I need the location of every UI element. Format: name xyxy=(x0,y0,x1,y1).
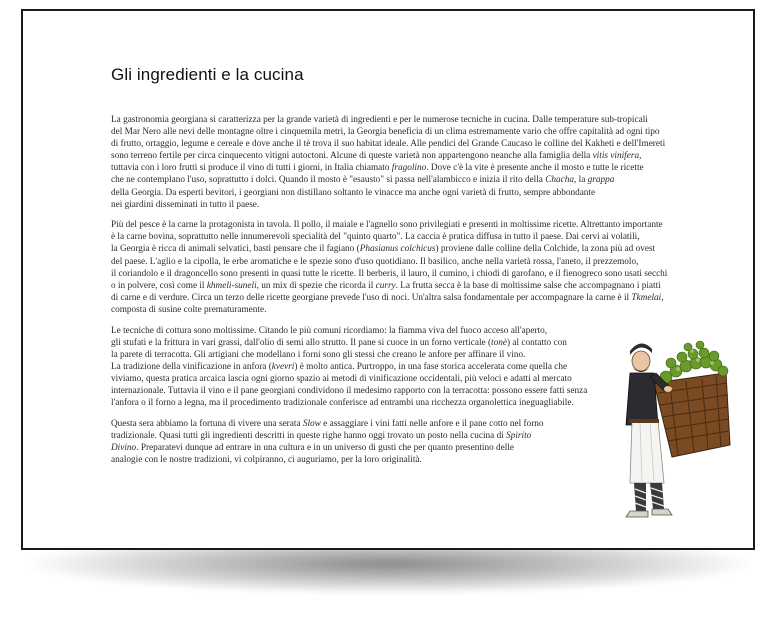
text-run: del Mar Nero alle nevi delle montagne oltre i cinquemila metri, la Georgia beneficia di un clima estremamente vario che offre capitalità ad ogni tipo xyxy=(111,127,660,138)
italic-term: curry xyxy=(375,280,396,291)
italic-term: Chacha xyxy=(545,175,575,186)
text-line xyxy=(111,114,648,126)
text-line xyxy=(111,231,640,243)
text-line xyxy=(111,174,623,186)
text-run: è la carne bovina, soprattutto nelle innumerevoli specialità del "quinto quarto". La caccia è pratica diffusa in tutto il paese. Dai cervi ai volatili, xyxy=(111,232,640,243)
text-line xyxy=(111,150,642,162)
text-run: , xyxy=(661,292,664,303)
text-run: . Dove c'è la vite è presente anche il mosto e tutte le ricette xyxy=(426,163,644,174)
text-line xyxy=(111,325,623,337)
text-line xyxy=(111,292,664,304)
document-page xyxy=(21,9,755,550)
text-run: il coriandolo e il dragoncello sono presenti in quasi tutte le ricette. Il berberis, il lauro, il cumino, i chiodi di garofano, e il fienogreco sono usati secchi xyxy=(111,268,668,279)
text-line xyxy=(111,199,623,211)
text-run: La gastronomia georgiana si caratterizza per la grande varietà di ingredienti e per le numerose tecniche in cucina. Dalle temperature sub-tropicali xyxy=(111,115,648,125)
text-run: ) è molto antica. Purtroppo, in una fase storica accelerata come quella che xyxy=(294,361,568,372)
text-run: gli stufati e la frittura in vari grassi, dall'olio di semi allo strutto. Il pane si cuoce in un forno verticale ( xyxy=(111,337,492,348)
text-line xyxy=(111,126,660,138)
page-title: Gli ingredienti e la cucina xyxy=(111,65,304,84)
text-run: ) proviene dalle colline della Colchide, la zona più ad ovest xyxy=(435,244,656,255)
document-body xyxy=(111,114,668,475)
text-run: , la xyxy=(574,175,588,186)
text-line xyxy=(111,442,623,454)
italic-term: vitis vinifera xyxy=(592,151,640,162)
grape-harvester-illustration xyxy=(608,333,734,529)
paragraph xyxy=(111,325,623,410)
text-run: . Preparatevi dunque ad entrare in una cultura e in un universo di gusti che per quanto presentino delle xyxy=(136,442,515,453)
text-line xyxy=(111,256,639,268)
text-line xyxy=(111,385,623,397)
text-run: del paese. L'aglio e la cipolla, le erbe aromatiche e le spezie sono d'uso quotidiano. Il basilico, anche nella varietà rossa, l'aneto, il prezzemolo, xyxy=(111,256,639,267)
text-run: tuttavia con i loro frutti si produce il vino di tutti i giorni, in Italia chiamato xyxy=(111,163,392,174)
text-line xyxy=(111,397,623,409)
italic-term: fragolino xyxy=(391,163,427,174)
text-run: internazionale. Tuttavia il vino e il pane georgiani condividono il medesimo rapporto con la terracotta: possono essere fatti senza xyxy=(111,385,588,396)
text-line xyxy=(111,430,623,442)
page-shadow xyxy=(30,548,750,594)
text-line xyxy=(111,454,623,466)
text-run: ) al contatto con xyxy=(506,337,567,348)
text-run: tradizionale. Quasi tutti gli ingredienti descritti in queste righe hanno oggi trovato un posto nella cucina di xyxy=(111,430,507,441)
text-line xyxy=(111,280,661,292)
text-run: Le tecniche di cottura sono moltissime. Citando le più comuni ricordiamo: la fiamma viva del fuoco acceso all'aperto, xyxy=(111,325,548,336)
text-run: La tradizione della vinificazione in anfora ( xyxy=(111,361,272,372)
paragraph xyxy=(111,418,623,466)
text-run: la Georgia è ricca di animali selvatici, basti pensare che il fagiano ( xyxy=(111,244,360,255)
text-run: nei giardini disseminati in tutto il paese. xyxy=(111,199,260,210)
text-run: , xyxy=(639,151,642,162)
text-run: di frutto, ortaggio, legume e cereale e dove anche il tè trova il suo habitat ideale. Alle pendici del Grande Caucaso le colline del Kakheti e dell'Imereti xyxy=(111,139,666,150)
italic-term: Slow xyxy=(302,418,321,429)
text-line xyxy=(111,337,623,349)
italic-term: Divino xyxy=(111,442,137,453)
italic-term: Spirito xyxy=(506,430,532,441)
italic-term: grappa xyxy=(587,175,615,186)
text-run: composta di susine colte prematuramente. xyxy=(111,304,267,315)
text-line xyxy=(111,162,644,174)
paragraph xyxy=(111,114,666,211)
text-run: la parete di terracotta. Gli artigiani che modellano i forni sono gli stessi che creano le anfore per affinare il vino. xyxy=(111,349,526,360)
text-line xyxy=(111,349,623,361)
text-line xyxy=(111,361,623,373)
text-run: che ne contemplano l'uso, soprattutto i dolci. Quando il mosto è "esausto" si passa nell'alambicco e inizia il rito della xyxy=(111,175,546,186)
text-line xyxy=(111,219,663,231)
italic-term: Phasianus colchicus xyxy=(359,244,436,255)
text-line xyxy=(111,187,623,199)
text-run: analogie con le nostre tradizioni, vi colpiranno, ci auguriamo, per la loro originalità. xyxy=(111,454,422,465)
text-run: di carne e di verdure. Circa un terzo delle ricette georgiane prevede l'uso di noci. Un'altra salsa fondamentale per accompagnare la carne è il xyxy=(111,292,632,303)
paragraph xyxy=(111,219,668,316)
text-line xyxy=(111,418,623,430)
text-run: . La frutta secca è la base di moltissime salse che accompagnano i piatti xyxy=(395,280,661,291)
text-line xyxy=(111,138,666,150)
text-run: e assaggiare i vini fatti nelle anfore e il pane cotto nel forno xyxy=(320,418,544,429)
text-run: o in polvere, così come il xyxy=(111,280,207,291)
italic-term: tonè xyxy=(491,337,507,348)
text-line xyxy=(111,304,623,316)
text-run: Più del pesce è la carne la protagonista in tavola. Il pollo, il maiale e l'agnello sono privilegiati e presenti in moltissime ricette. Altrettanto importante xyxy=(111,220,663,231)
text-run: l'anfora o il forno a legna, ma il procedimento tradizionale conferisce ad entrambi una ricchezza organolettica ineguagliabile. xyxy=(111,398,574,409)
italic-term: khmeli-suneli xyxy=(206,280,257,291)
text-run: , un mix di spezie che ricorda il xyxy=(256,280,376,291)
text-line xyxy=(111,373,623,385)
text-line xyxy=(111,268,668,280)
italic-term: Tkmelai xyxy=(631,292,662,303)
text-run: sono terreno fertile per circa cinquecento vitigni autoctoni. Alcune di queste varietà non appartengono neanche alla famiglia della xyxy=(111,151,593,162)
text-run: viviamo, questa pratica arcaica lascia ogni giorno spazio ai metodi di vinificazione occidentali, più veloci e adatti al mercato xyxy=(111,373,572,384)
text-run: Questa sera abbiamo la fortuna di vivere una serata xyxy=(111,418,303,429)
italic-term: kvevri xyxy=(271,361,295,372)
text-run: della Georgia. Da esperti bevitori, i georgiani non distillano soltanto le vinacce ma anche ogni varietà di frutto, sempre abbondante xyxy=(111,187,596,198)
text-line xyxy=(111,243,656,255)
